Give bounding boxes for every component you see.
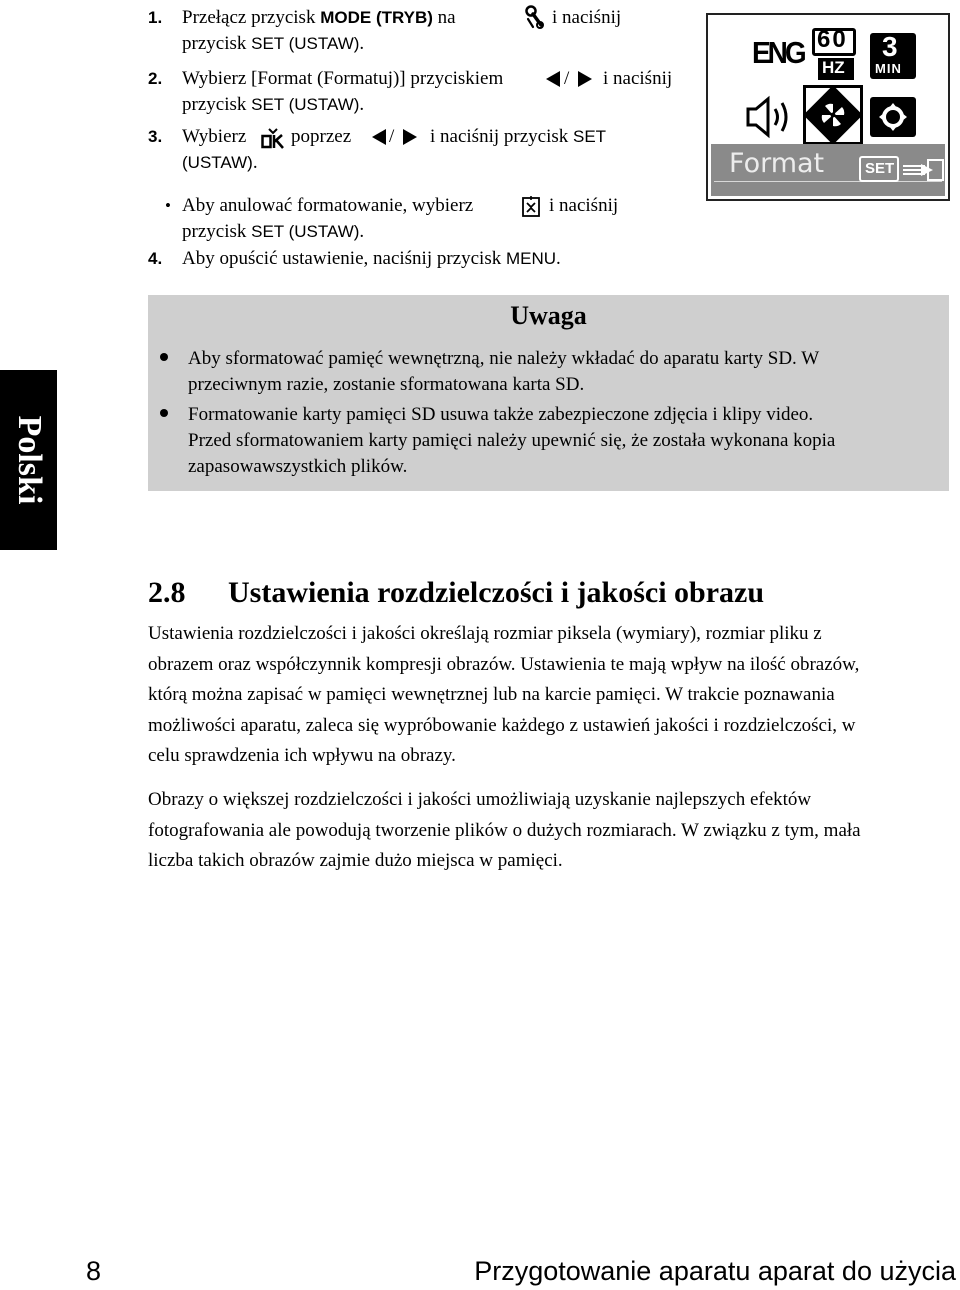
frequency-icon: 60 HZ bbox=[810, 28, 858, 82]
right-arrow-icon bbox=[576, 70, 594, 88]
paragraph-1: Ustawienia rozdzielczości i jakości określają rozmiar piksela (wymiary), rozmiar pliku z obrazem oraz współczynnik kompresji obrazów. Ustawienia te mają wpływ na ilość obrazów, którą można zapisać w pamięci wewnętrznej lub na karcie pamięci. W trakcie poznawania możliwości aparatu, zaleca się wypróbowanie każdego z ustawień jakości i rozdzielczości, w celu sprawdzenia ich wpływu na obrazy. bbox=[148, 623, 860, 766]
sound-icon bbox=[744, 95, 800, 139]
reset-icon bbox=[870, 97, 916, 137]
step-2-cont: przycisk SET (USTAW). bbox=[182, 94, 365, 115]
wrench-setup-icon bbox=[524, 5, 546, 31]
step-number: 2. bbox=[148, 69, 163, 88]
note-item: Aby sformatować pamięć wewnętrzną, nie należy wkładać do aparatu karty SD. W przeciwnym razie, zostanie sformatowana karta SD. bbox=[188, 348, 820, 395]
language-icon: ENG bbox=[752, 35, 804, 70]
step-text: Aby opuścić ustawienie, naciśnij przycisk MENU. bbox=[182, 248, 561, 269]
section-title: Ustawienia rozdzielczości i jakości obrazu bbox=[228, 576, 765, 609]
right-arrow-icon bbox=[401, 128, 419, 146]
step-text: Wybierz bbox=[182, 126, 247, 147]
left-arrow-icon bbox=[544, 70, 562, 88]
ok-confirm-icon bbox=[261, 127, 285, 149]
section-number: 2.8 bbox=[148, 576, 186, 609]
step-number: 1. bbox=[148, 8, 163, 27]
auto-power-off-icon: 3 MIN bbox=[870, 33, 916, 79]
left-arrow-icon bbox=[370, 128, 388, 146]
page-number: 8 bbox=[86, 1256, 102, 1286]
lcd-bottom-bar bbox=[711, 144, 945, 196]
paragraph-2: Obrazy o większej rozdzielczości i jakości umożliwiają uzyskanie najlepszych efektów fotografowania ale powodują tworzenie plików o dużych rozmiarach. W związku z tym, mała liczba takich obrazów zajmie dużo miejsca w pamięci. bbox=[148, 789, 861, 871]
language-side-tab: Polski bbox=[0, 370, 57, 550]
step-3-cont: (USTAW). bbox=[182, 152, 258, 173]
set-button-icon: SET bbox=[859, 156, 899, 182]
note-item: Formatowanie karty pamięci SD usuwa także zabezpieczone zdjęcia i klipy video. Przed sformatowaniem karty pamięci należy upewnić się, że została wykonana kopia zapasowawszystkich plików. bbox=[188, 404, 836, 477]
bullet bbox=[160, 409, 168, 417]
cancel-bullet-cont: przycisk SET (USTAW). bbox=[182, 221, 365, 242]
lcd-format-label: Format bbox=[729, 148, 825, 179]
footer-title: Przygotowanie aparatu aparat do użycia bbox=[474, 1256, 956, 1286]
enter-arrow-icon bbox=[901, 157, 947, 183]
note-box bbox=[148, 295, 949, 491]
step-text: Wybierz [Format (Formatuj)] przyciskiem bbox=[182, 68, 504, 89]
step-1-cont: przycisk SET (USTAW). bbox=[182, 33, 365, 54]
bullet bbox=[160, 353, 168, 361]
note-title: Uwaga bbox=[510, 301, 587, 330]
step-number: 3. bbox=[148, 127, 163, 146]
step-text: Przełącz przycisk MODE (TRYB) na bbox=[182, 7, 456, 28]
cancel-return-icon bbox=[521, 195, 543, 219]
format-icon-selected bbox=[803, 85, 863, 145]
camera-lcd-screen bbox=[706, 13, 950, 201]
step-number: 4. bbox=[148, 249, 163, 268]
